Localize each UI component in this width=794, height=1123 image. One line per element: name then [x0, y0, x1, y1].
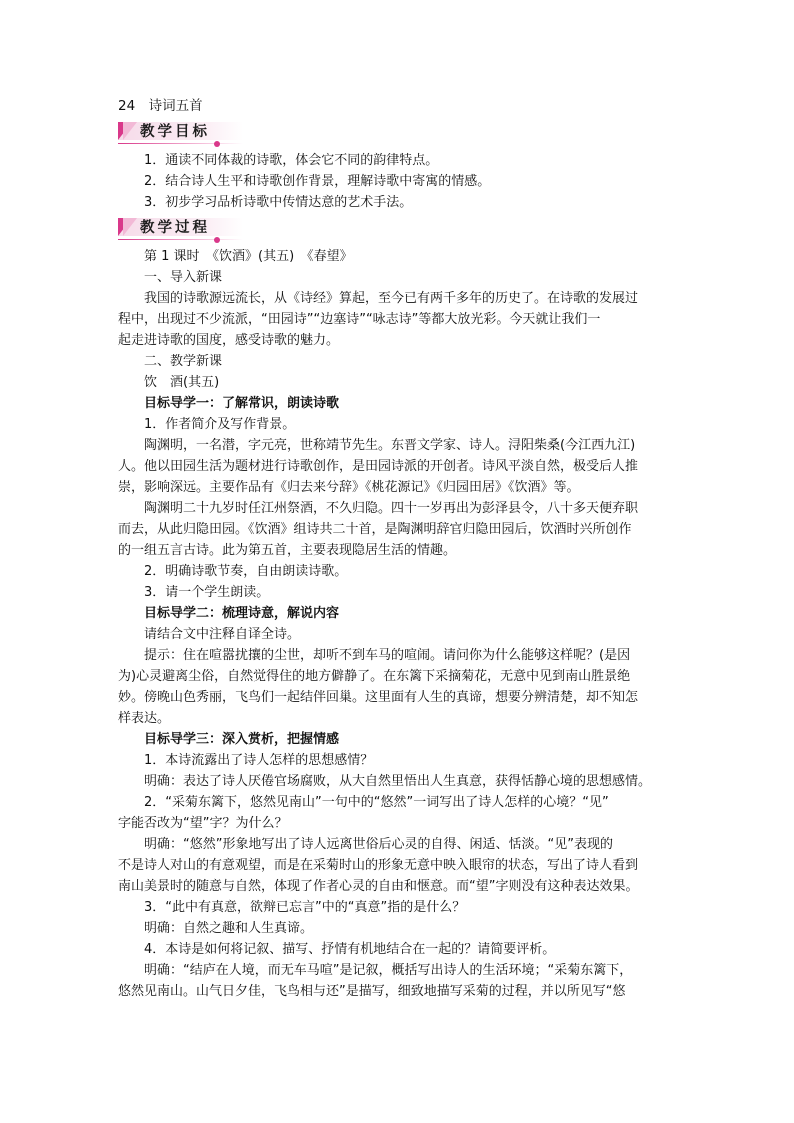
section-banner-goals	[118, 120, 680, 144]
paragraph-line: 明确：表达了诗人厌倦官场腐败，从大自然里悟出人生真意，获得恬静心境的思想感情。	[144, 774, 652, 789]
subsection-heading: 二、教学新课	[144, 354, 223, 369]
goal-item: 2．结合诗人生平和诗歌创作背景，理解诗歌中寄寓的情感。	[144, 174, 491, 189]
paragraph-line: 提示：住在喧嚣扰攘的尘世，却听不到车马的喧闹。请问你为什么能够这样呢？(是因	[144, 648, 631, 663]
goal-item: 1．通读不同体裁的诗歌，体会它不同的韵律特点。	[144, 153, 439, 168]
list-item: 3．请一个学生朗读。	[144, 585, 270, 600]
section-heading-goals: 教学目标	[140, 123, 210, 140]
document-content	[118, 96, 680, 1002]
paragraph-line: 程中，出现过不少流派，“田园诗”“边塞诗”“咏志诗”等都大放光彩。今天就让我们一	[118, 312, 601, 327]
target-heading: 目标导学二：梳理诗意，解说内容	[144, 606, 340, 621]
paragraph-line: 明确：“结庐在人境，而无车马喧”是记叙，概括写出诗人的生活环境；“采菊东篱下，	[144, 963, 633, 978]
paragraph-line: 明确：自然之趣和人生真谛。	[144, 921, 314, 936]
lesson-period-heading: 第 1 课时 《饮酒》(其五) 《春望》	[144, 249, 353, 264]
paragraph-line: 我国的诗歌源远流长，从《诗经》算起，至今已有两千多年的历史了。在诗歌的发展过	[144, 291, 639, 306]
section-banner-process	[118, 216, 680, 240]
paragraph-line: 明确：“悠然”形象地写出了诗人远离世俗后心灵的自得、闲适、恬淡。“见”表现的	[144, 837, 613, 852]
paragraph-line: 人。他以田园生活为题材进行诗歌创作，是田园诗派的开创者。诗风平淡自然，极受后人推	[118, 459, 639, 474]
paragraph-line: 妙。傍晚山色秀丽，飞鸟们一起结伴回巢。这里面有人生的真谛，想要分辨清楚，却不知怎	[118, 690, 639, 705]
lesson-title: 24 诗词五首	[118, 98, 203, 114]
paragraph-line: 为)心灵避离尘俗，自然觉得住的地方僻静了。在东篱下采摘菊花，无意中见到南山胜景绝	[118, 669, 631, 684]
paragraph-line: 起走进诗歌的国度，感受诗歌的魅力。	[118, 333, 340, 348]
banner-underline	[118, 239, 243, 240]
paragraph-line: 陶渊明二十九岁时任江州祭酒，不久归隐。四十一岁再出为彭泽县令，八十多天便弃职	[144, 501, 639, 516]
goal-item: 3．初步学习品析诗歌中传情达意的艺术手法。	[144, 195, 413, 210]
target-heading: 目标导学三：深入赏析，把握情感	[144, 732, 340, 747]
paragraph-line: 崇，影响深远。主要作品有《归去来兮辞》《桃花源记》《归园田居》《饮酒》等。	[118, 480, 580, 495]
list-item: 2．“采菊东篱下，悠然见南山”一句中的“悠然”一词写出了诗人怎样的心境？“见”	[144, 795, 609, 810]
list-item: 1．本诗流露出了诗人怎样的思想感情？	[144, 753, 374, 768]
paragraph-line: 请结合文中注释自译全诗。	[144, 627, 301, 642]
list-item: 3．“此中有真意，欲辩已忘言”中的“真意”指的是什么？	[144, 900, 466, 915]
list-item: 2．明确诗歌节奏，自由朗读诗歌。	[144, 564, 348, 579]
target-heading: 目标导学一：了解常识，朗读诗歌	[144, 396, 340, 411]
list-item: 4．本诗是如何将记叙、描写、抒情有机地结合在一起的？请简要评析。	[144, 942, 556, 957]
banner-dot-icon	[214, 237, 220, 243]
poem-title: 饮 酒(其五)	[144, 375, 220, 390]
paragraph-line: 悠然见南山。山气日夕佳，飞鸟相与还”是描写，细致地描写采菊的过程，并以所见写“悠	[118, 984, 626, 999]
section-heading-process: 教学过程	[140, 219, 210, 236]
paragraph-line: 样表达。	[118, 711, 171, 726]
paragraph-line: 不是诗人对山的有意观望，而是在采菊时山的形象无意中映入眼帘的状态，写出了诗人看到	[118, 858, 639, 873]
banner-corner-accent-icon	[123, 122, 137, 140]
paragraph-line: 南山美景时的随意与自然，体现了作者心灵的自由和惬意。而“望”字则没有这种表达效果。	[118, 879, 639, 894]
subsection-heading: 一、导入新课	[144, 270, 223, 285]
paragraph-line: 陶渊明，一名潜，字元亮，世称靖节先生。东晋文学家、诗人。浔阳柴桑(今江西九江)	[144, 438, 636, 453]
banner-underline	[118, 143, 243, 144]
list-item: 1．作者简介及写作背景。	[144, 417, 296, 432]
paragraph-line: 字能否改为“望”字？为什么？	[118, 816, 288, 831]
paragraph-line: 的一组五言古诗。此为第五首，主要表现隐居生活的情趣。	[118, 543, 457, 558]
paragraph-line: 而去，从此归隐田园。《饮酒》组诗共二十首，是陶渊明辞官归隐田园后，饮酒时兴所创作	[118, 522, 632, 537]
banner-corner-accent-icon	[123, 218, 137, 236]
banner-dot-icon	[214, 141, 220, 147]
